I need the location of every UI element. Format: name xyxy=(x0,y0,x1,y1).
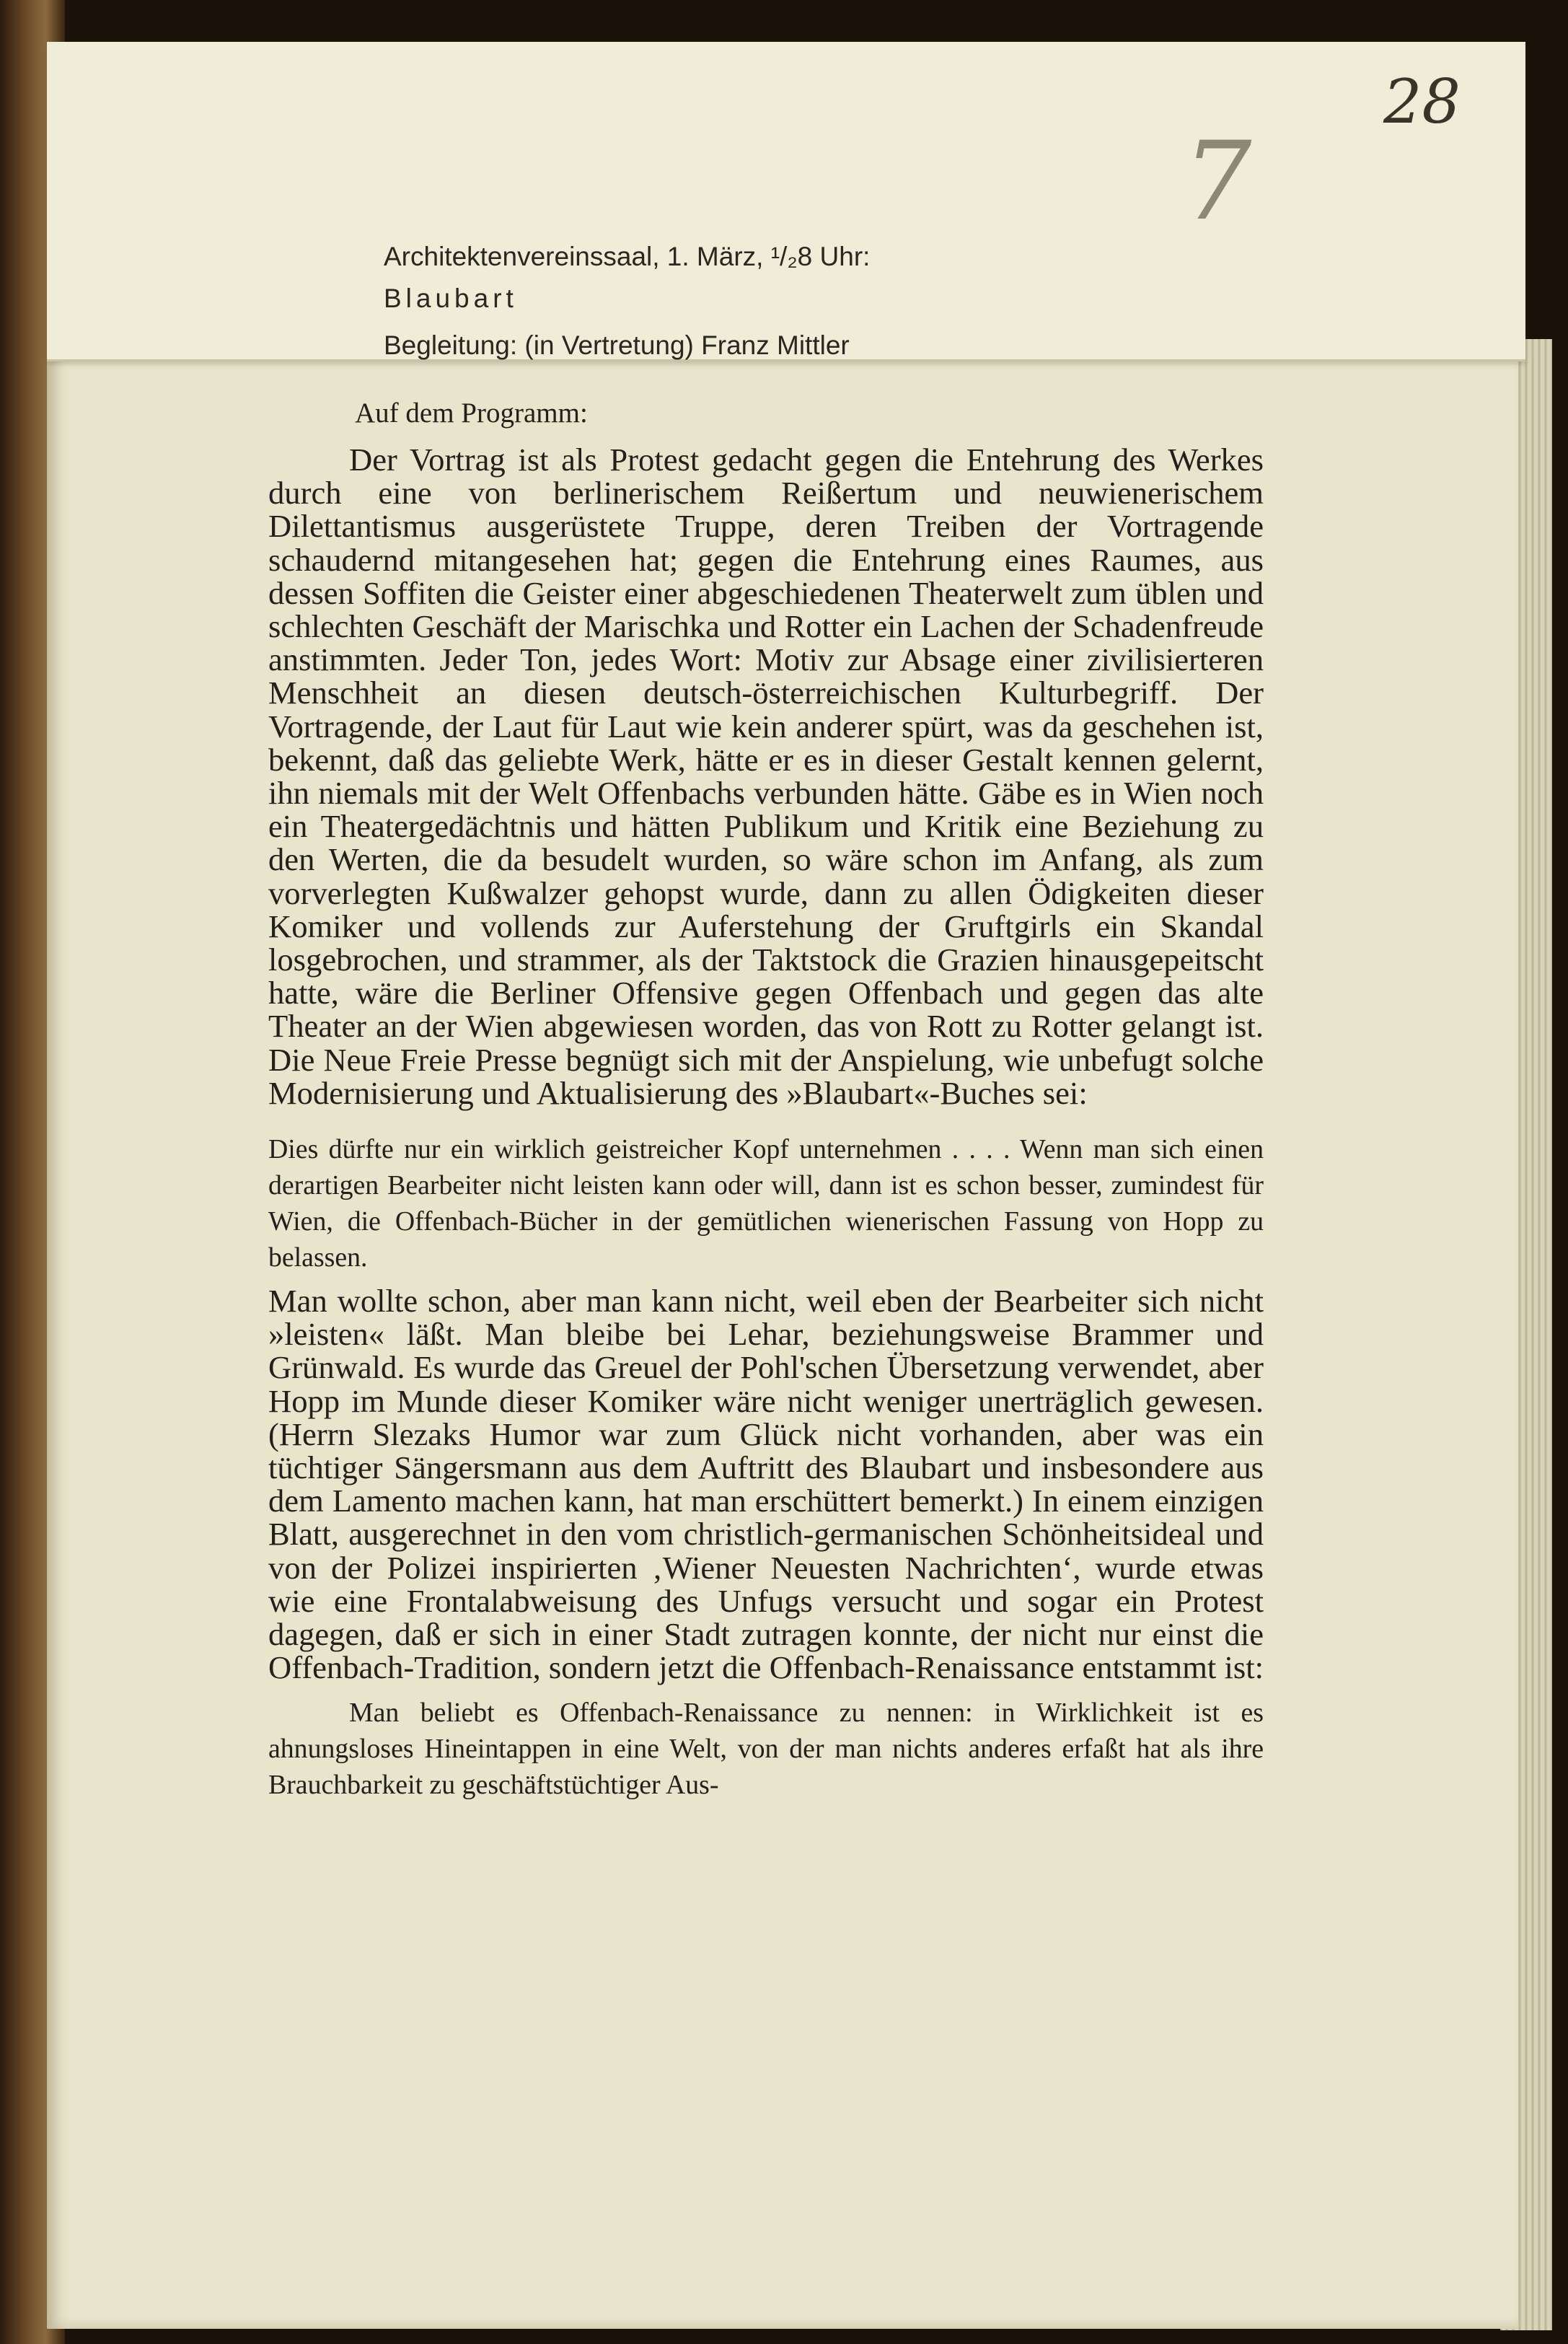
accompaniment-line: Begleitung: (in Vertretung) Franz Mittler xyxy=(384,330,850,360)
paragraph-2: Man wollte schon, aber man kann nicht, weil eben der Bearbeiter sich nicht »leisten« läßt. Man bleibe bei Lehar, beziehungsweise Brammer und Grünwald. Es wurde das Greuel der Pohl'schen Übersetzung verwendet, aber Hopp im Munde dieser Komiker wäre nicht weniger unerträglich gewesen. (Herrn Slezaks Humor war zum Glück nicht vorhanden, aber was ein tüchtiger Sängersmann aus dem Auftritt des Blaubart und insbesondere aus dem Lamento machen kann, hat man erschüttert bemerkt.) In einem einzigen Blatt, ausgerechnet in den vom christlich-germanischen Schönheitsideal und von der Polizei inspirierten ‚Wiener Neuesten Nachrichten‘, wurde etwas wie eine Frontalabweisung des Unfugs versucht und sogar ein Protest dagegen, daß er sich in einer Stadt zutragen konnte, der nicht nur einst die Offenbach-Tradition, sondern jetzt die Offenbach-Renaissance entstammt ist: xyxy=(268,1283,1264,1686)
work-title: Blaubart xyxy=(384,284,518,313)
quote-1: Dies dürfte nur ein wirklich geistreicher Kopf unternehmen . . . . Wenn man sich einen derartigen Bearbeiter nicht leisten kann oder will, dann ist es schon besser, zumindest für Wien, die Offenbach-Bücher in der gemütlichen wienerischen Fassung von Hopp zu belassen. xyxy=(268,1134,1264,1273)
body-text xyxy=(268,397,1264,1812)
program-heading: Auf dem Programm: xyxy=(355,398,588,429)
folio-number: 28 xyxy=(1383,66,1461,137)
venue-line: Architektenvereinssaal, 1. März, ¹/₂8 Uhr: xyxy=(384,242,871,271)
paragraph-1: Der Vortrag ist als Protest gedacht gegen die Entehrung des Werkes durch eine von berlinerischem Reißertum und neuwienerischem Dilettantismus ausgerüstete Truppe, deren Treiben der Vortragende schaudernd mitangesehen hat; gegen die Entehrung eines Raumes, aus dessen Soffiten die Geister einer abgeschiedenen Theaterwelt zum üblen und schlechten Geschäft der Marischka und Rotter ein Lachen der Schadenfreude anstimmten. Jeder Ton, jedes Wort: Motiv zur Absage einer zivilisierteren Menschheit an diesen deutsch-österreichischen Kulturbegriff. Der Vortragende, der Laut für Laut wie kein anderer spürt, was da geschehen ist, bekennt, daß das geliebte Werk, hätte er es in dieser Gestalt kennen gelernt, ihn niemals mit der Welt Offenbachs verbunden hätte. Gäbe es in Wien noch ein Theatergedächtnis und hätten Publikum und Kritik eine Beziehung zu den Werten, die da besudelt wurden, so wäre schon im Anfang, als zum vorverlegten Kußwalzer gehopst wurde, dann zu allen Ödigkeiten dieser Komiker und vollends zur Auferstehung der Gruftgirls ein Skandal losgebrochen, und strammer, als der Taktstock die Grazien hinausgepeitscht hatte, wäre die Berliner Offensive gegen Offenbach und gegen das alte Theater an der Wien abgewiesen worden, das von Rott zu Rotter gelangt ist. Die Neue Freie Presse begnügt sich mit der Anspielung, wie unbefugt solche Modernisierung und Aktualisierung des »Blaubart«-Buches sei: xyxy=(268,442,1264,1111)
quote-2: Man beliebt es Offenbach-Renaissance zu nennen: in Wirklichkeit ist es ahnungsloses Hineintappen in eine Welt, von der man nichts anderes erfaßt hat als ihre Brauchbarkeit zu geschäftstüchtiger Aus- xyxy=(268,1697,1264,1800)
pencil-mark: 7 xyxy=(1183,119,1252,245)
